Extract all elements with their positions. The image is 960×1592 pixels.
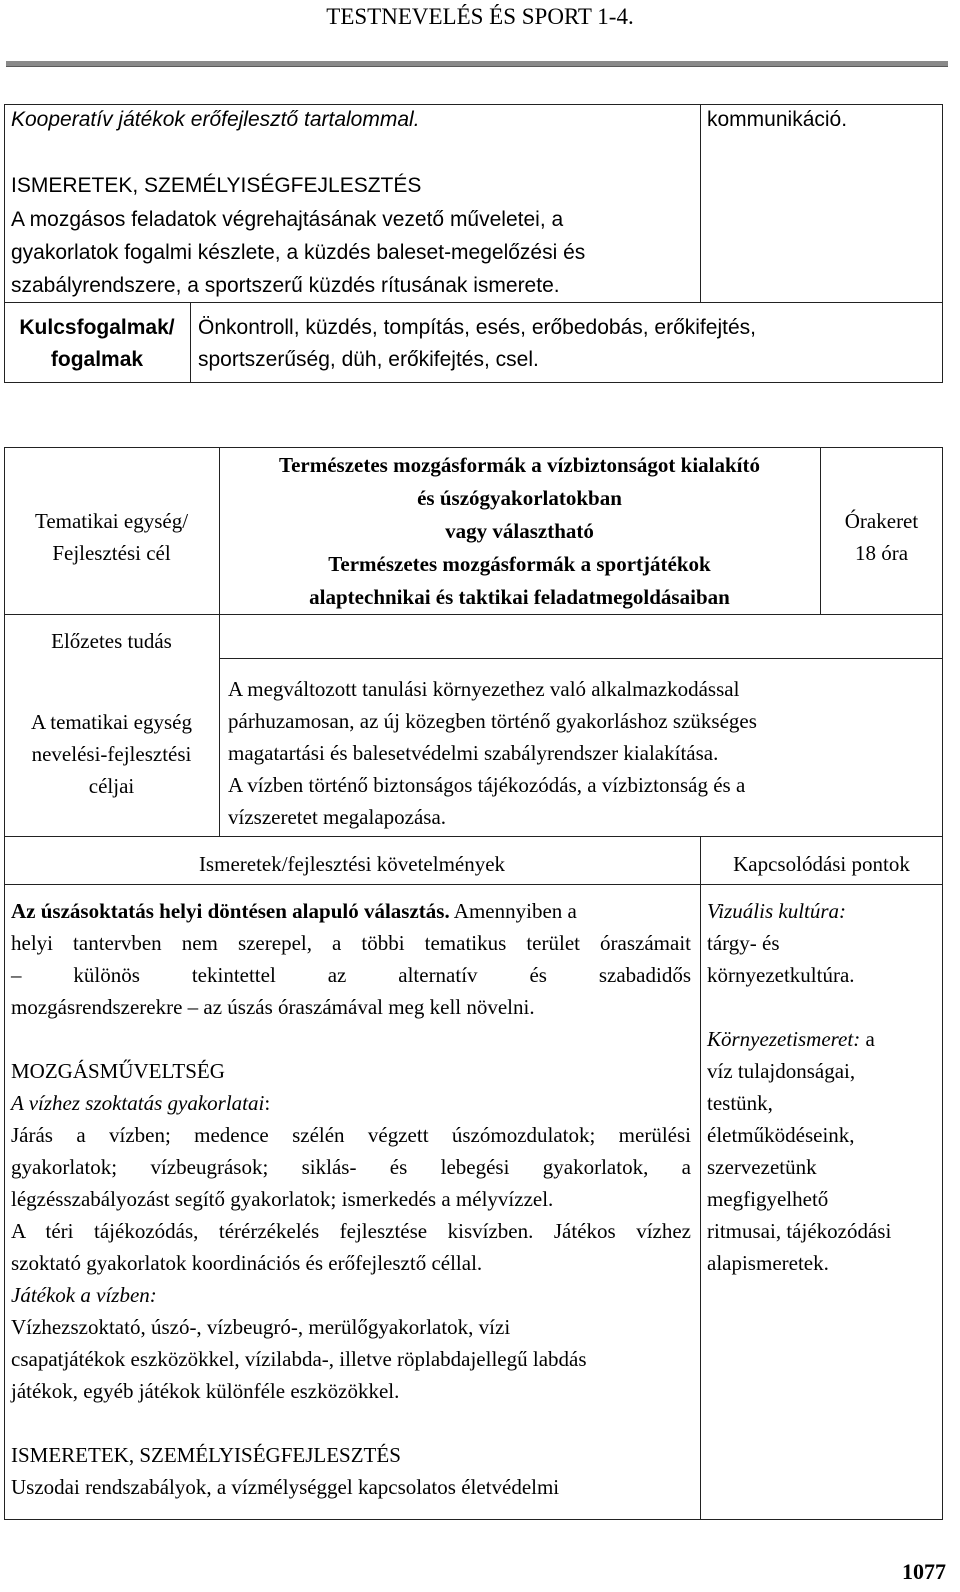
table2-vertical-divider-kapcsolodasi	[700, 836, 701, 1520]
goals-text	[228, 673, 757, 833]
key-concepts-line-2: sportszerűség, düh, erőkifejtés, csel.	[198, 348, 539, 371]
para1-rest: Amennyiben a	[449, 899, 577, 923]
ismeretek-heading: ISMERETEK, SZEMÉLYISÉGFEJLESZTÉS	[11, 174, 422, 197]
p2-line-5: szoktató gyakorlatok koordinációs és erőfejlesztő céllal.	[11, 1251, 483, 1275]
env-knowledge-line-5: szervezetünk	[707, 1155, 817, 1179]
title-line-5: alaptechnikai és taktikai feladatmegoldásaiban	[309, 585, 730, 609]
key-concepts-label	[4, 312, 190, 376]
key-concepts-line-1: Önkontroll, küzdés, tompítás, esés, erőbedobás, erőkifejtés,	[198, 316, 756, 339]
table2-divider-title	[4, 614, 943, 615]
env-knowledge-line-4: életműködéseink,	[707, 1123, 855, 1147]
p3-line-1: Vízhezszoktató, úszó-, vízbeugró-, merülőgyakorlatok, vízi	[11, 1315, 511, 1339]
p2-line-2: gyakorlatok; vízbeugrások; siklás- és lebegési gyakorlatok, a	[11, 1155, 691, 1179]
goals-line-1: A megváltozott tanulási környezethez való alkalmazkodással	[228, 677, 740, 701]
env-knowledge-line-1	[707, 1023, 937, 1055]
title-line-1: Természetes mozgásformák a vízbiztonságot kialakító	[279, 453, 760, 477]
goals-line-3: magatartási és balesetvédelmi szabályrendszer kialakítása.	[228, 741, 719, 765]
para1-line-2: helyi tantervben nem szerepel, a többi tematikus terület óraszámait	[11, 931, 691, 955]
p2-line-3: légzésszabályozást segítő gyakorlatok; ismerkedés a mélyvízzel.	[11, 1187, 554, 1211]
key-concepts-label-line-2: fogalmak	[50, 348, 144, 371]
visual-culture-line-3: környezetkultúra.	[707, 963, 855, 987]
page-number: 1077	[902, 1559, 946, 1584]
ismeretek2-heading: ISMERETEK, SZEMÉLYISÉGFEJLESZTÉS	[11, 1443, 401, 1467]
env-knowledge-line-6: megfigyelhető	[707, 1187, 829, 1211]
thematic-unit-title	[219, 449, 820, 614]
table2-divider-celok	[4, 836, 943, 837]
ismeretek-line-2: gyakorlatok fogalmi készlete, a küzdés baleset-megelőzési és	[11, 241, 586, 264]
env-knowledge-line-3: testünk,	[707, 1091, 773, 1115]
table1-horizontal-divider	[4, 302, 943, 303]
thematic-unit-label-line-1: Tematikai egység/	[34, 509, 189, 533]
goals-line-5: vízszeretet megalapozása.	[228, 805, 447, 829]
thematic-unit-label	[4, 505, 219, 569]
time-frame-cell	[820, 505, 943, 569]
key-concepts-label-line-1: Kulcsfogalmak/	[19, 316, 175, 339]
page-header-title: TESTNEVELÉS ÉS SPORT 1-4.	[326, 4, 634, 29]
col-header-connections: Kapcsolódási pontok	[733, 852, 910, 876]
para1-line-3: – különös tekintettel az alternatív és szabadidős	[11, 963, 691, 987]
goals-line-4: A vízben történő biztonságos tájékozódás, a vízbiztonság és a	[228, 773, 746, 797]
env-knowledge-line-2: víz tulajdonságai,	[707, 1059, 856, 1083]
table1-vertical-divider-label	[190, 302, 191, 383]
para1-line-1	[11, 895, 691, 927]
visual-culture-line-2: tárgy- és	[707, 931, 780, 955]
mozgas-heading: MOZGÁSMŰVELTSÉG	[11, 1059, 225, 1083]
p2-line-4: A téri tájékozódás, térérzékelés fejlesztése kisvízben. Játékos vízhez	[11, 1219, 691, 1243]
ismeretek-line-3: szabályrendszere, a sportszerű küzdés rítusának ismerete.	[11, 274, 560, 297]
visual-culture-label: Vizuális kultúra:	[707, 899, 847, 923]
col-header-requirements: Ismeretek/fejlesztési követelmények	[198, 852, 506, 876]
requirements-content	[11, 895, 691, 1503]
para1-line-4: mozgásrendszerekre – az úszás óraszámával meg kell növelni.	[11, 995, 535, 1019]
title-line-4: Természetes mozgásformák a sportjátékok	[328, 552, 711, 576]
p3-line-2: csapatjátékok eszközökkel, vízilabda-, illetve röplabdajellegű labdás	[11, 1347, 587, 1371]
env-knowledge-line-8: alapismeretek.	[707, 1251, 829, 1275]
vizhez-colon: :	[264, 1091, 271, 1115]
jatekok-heading: Játékok a vízben:	[11, 1283, 157, 1307]
goals-label-line-1: A tematikai egység	[31, 710, 192, 734]
goals-label	[4, 706, 219, 802]
time-frame-label: Órakeret	[844, 509, 919, 533]
vizhez-heading	[11, 1087, 691, 1119]
communication-text: kommunikáció.	[707, 108, 848, 131]
title-line-2: és úszógyakorlatokban	[417, 486, 622, 510]
title-line-3: vagy választható	[445, 519, 594, 543]
cooperative-games-text: Kooperatív játékok erőfejlesztő tartalommal.	[11, 108, 420, 131]
table2-divider-elozetes	[219, 658, 943, 659]
key-concepts-value	[198, 312, 756, 376]
env-knowledge-line-7: ritmusai, tájékozódási	[707, 1219, 892, 1243]
env-knowledge-rest: a	[860, 1027, 875, 1051]
goals-line-2: párhuzamosan, az új közegben történő gyakorláshoz szükséges	[228, 709, 757, 733]
prior-knowledge-label: Előzetes tudás	[51, 629, 172, 653]
header-divider	[6, 61, 948, 66]
goals-label-line-2: nevelési-fejlesztési	[31, 742, 192, 766]
table2-divider-col-header	[4, 884, 943, 885]
time-frame-value: 18 óra	[854, 541, 909, 565]
p2-line-1: Járás a vízben; medence szélén végzett úszómozdulatok; merülési	[11, 1123, 691, 1147]
ismeretek-line-1: A mozgásos feladatok végrehajtásának vezető műveletei, a	[11, 208, 564, 231]
connections-content	[707, 895, 937, 1279]
thematic-unit-label-line-2: Fejlesztési cél	[52, 541, 171, 565]
ismeretek2-line-1: Uszodai rendszabályok, a vízmélységgel kapcsolatos életvédelmi	[11, 1475, 560, 1499]
table1-vertical-divider-right	[700, 104, 701, 303]
vizhez-italic: A vízhez szoktatás gyakorlatai	[11, 1091, 265, 1115]
goals-label-line-3: céljai	[88, 774, 135, 798]
env-knowledge-label: Környezetismeret:	[707, 1027, 861, 1051]
para1-bold: Az úszásoktatás helyi döntésen alapuló választás.	[11, 899, 450, 923]
p3-line-3: játékok, egyéb játékok különféle eszközökkel.	[11, 1379, 400, 1403]
